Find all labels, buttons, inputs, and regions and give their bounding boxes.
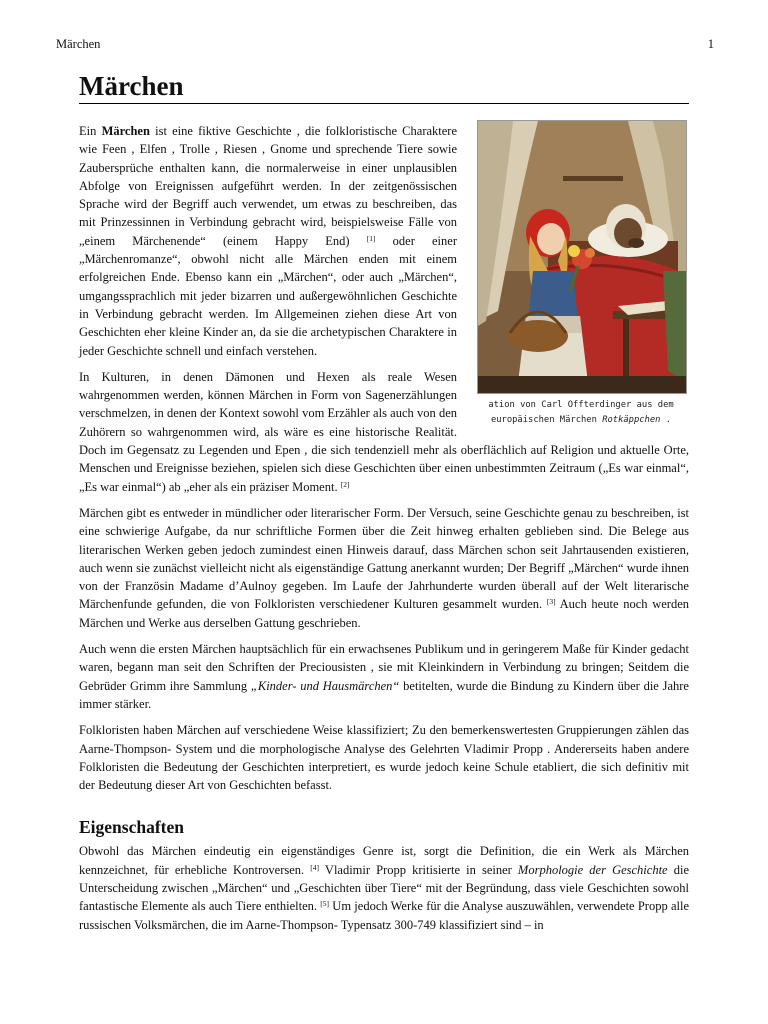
running-header-title: Märchen <box>56 37 101 51</box>
caption-title: Rotkäppchen <box>602 415 661 425</box>
caption-text: ation von Carl Offterdinger aus dem europäischen Märchen <box>488 400 674 425</box>
text: ist eine fiktive Geschichte , die folkloristische Charaktere wie Feen , Elfen , Trolle , Riesen , Gnome und sprechende Tiere sowie Zaubersprüche enthalten kann, die normalerweise in einer unplausiblen Abfolge von Ereignissen aufgeführt werden. In der zeitgenössischen Sprache wird der Begriff auch verwendet, um etwas zu beschreiben, das mit Prinzessinnen in Verbindung gebracht wird, beispielsweise Fälle von „einem Märchenende“ (einem Happy End) <box>79 124 458 248</box>
text: oder einer „Märchenromanze“, obwohl nicht alle Märchen enden mit einem erfolgreichen Ende. Ebenso kann ein „Märchen“, oder auch „Märchen“, umgangssprachlich mit jeder bizarren und außergewöhnlichen Geschichte in Verbindung gebracht werden. Im Allgemeinen ziehen diese Art von Geschichten eher kleine Kinder an, da sie die archetypischen Charaktere in jeder Geschichte schnell und einfach verstehen. <box>79 233 457 358</box>
caption-end: . <box>660 415 672 425</box>
text: die Unterscheidung zwischen „Märchen“ und „Geschichten über Tiere“ mit der Begründung, dass viele Geschichten sowohl fantastische Elemente als auch Tiere enthielten. <box>79 862 689 914</box>
section-heading: Eigenschaften <box>79 817 184 838</box>
page-number: 1 <box>707 37 714 51</box>
paragraph-audience <box>79 640 689 713</box>
paragraph-forms <box>79 504 689 632</box>
paragraph-properties <box>79 842 689 933</box>
running-header <box>56 37 714 53</box>
paragraph-classification <box>79 721 689 794</box>
text: Auch wenn die ersten Märchen hauptsächlich für ein erwachsenes Publikum und in geringerem Maße für Kinder gedacht waren, begann man seit den Schriften der Preciousisten , sie mit Kleinkindern in Verbindung zu bringen; Seitdem die Gebrüder Grimm ihre Sammlung <box>79 642 689 693</box>
footnote-ref[interactable]: [4] <box>310 862 320 872</box>
book-title: Morphologie der Geschichte <box>517 862 668 877</box>
text: betitelten, wurde die Bindung zu Kindern über die Jahre immer stärker. <box>79 678 689 711</box>
footnote-ref[interactable]: [1] <box>366 233 376 243</box>
little-red-riding-hood-illustration <box>478 121 686 393</box>
page-title: Märchen <box>79 70 689 104</box>
footnote-ref[interactable]: [5] <box>320 899 330 909</box>
text: Märchen gibt es entweder in mündlicher oder literarischer Form. Der Versuch, seine Geschichte genau zu beschreiben, ist eine schwierige Aufgabe, da nur schriftliche Formen über die Zeit hinweg erhalten geblieben sind. Die Belege aus literarischen Werken geben jedoch zumindest einen Hinweis darauf, dass Märchen schon seit Jahrtausenden existieren, auch wenn sie zunächst vielleicht nicht als eigenständige Gattung anerkannt wurden; Der Begriff „Märchen“ wurde ihnen von der Französin Madame d’Aulnoy gegeben. Im Laufe der Jahrhunderte wurden überall auf der Welt literarische Märchenfunde gefunden, die von Folkloristen verschiedener Kulturen gesammelt wurden. <box>79 505 689 612</box>
text: Ein <box>79 124 102 138</box>
text: Obwohl das Märchen eindeutig ein eigenständiges Genre ist, sorgt die Definition, die ein Werk als Märchen kennzeichnet, für erhebliche Kontroversen. <box>79 844 689 877</box>
text: Folkloristen haben Märchen auf verschiedene Weise klassifiziert; Zu den bemerkenswertesten Gruppierungen zählen das Aarne-Thompson- System und die morphologische Analyse des Gelehrten Vladimir Propp . Andererseits haben andere Folkloristen die Bedeutung der Geschichten interpretiert, es wurde jedoch keine Schule etabliert, die sich definitiv mit der Bedeutung dieser Art von Geschichten befasst. <box>79 723 689 793</box>
text: Um jedoch Werke für die Analyse auszuwählen, verwendete Propp alle russischen Volksmärchen, die im Aarne-Thompson- Typensatz 300-749 klassifiziert sind – in <box>79 899 689 932</box>
illustration-caption <box>473 398 689 428</box>
illustration-figure <box>473 120 689 428</box>
footnote-ref[interactable]: [3] <box>546 597 556 607</box>
footnote-ref[interactable]: [2] <box>340 479 350 489</box>
illustration-image <box>477 120 687 394</box>
text: Vladimir Propp kritisierte in seiner <box>319 862 518 877</box>
article-content <box>79 70 689 942</box>
article-body <box>79 122 689 934</box>
term-bold: Märchen <box>101 124 150 138</box>
text: In Kulturen, in denen Dämonen und Hexen als reale Wesen wahrgenommen werden, können Märchen in Form von Sagenerzählungen verschmelzen, in denen der Kontext sowohl vom Erzähler als auch von den Zuhörern so wahrgenommen wird, als wäre es eine historische Realität. Doch im Gegensatz zu Legenden und Epen , die sich tendenziell mehr als oberflächlich auf Religion und aktuelle Orte, Menschen und Ereignisse beziehen, spielen sich diese Geschichten über einen unbestimmten Zeitraum („Es war einmal“, „Es war einmal“) ab „eher als ein präziser Moment. <box>79 369 689 494</box>
book-title: „Kinder- und Hausmärchen“ <box>250 678 400 693</box>
text: Auch heute noch werden Märchen und Werke aus derselben Gattung geschrieben. <box>79 597 689 630</box>
